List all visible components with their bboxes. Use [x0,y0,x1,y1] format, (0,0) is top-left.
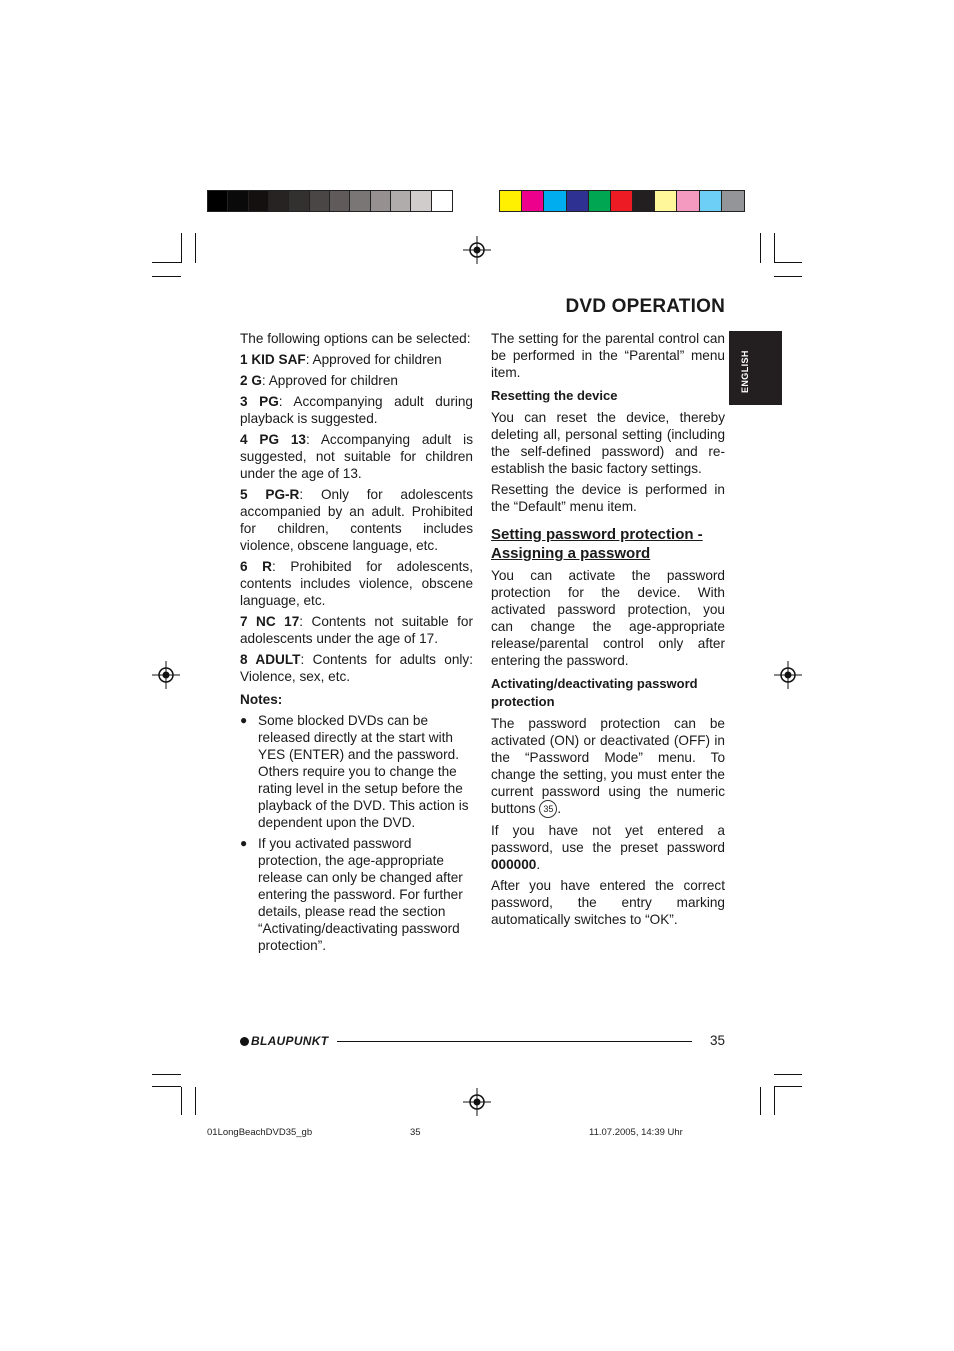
note-item [240,712,473,831]
rating-option [240,613,473,647]
crop-mark [774,1086,802,1087]
crop-mark [152,1074,181,1075]
left-column [240,330,473,958]
reset-heading: Resetting the device [491,388,618,403]
crop-mark [774,262,802,263]
color-swatch [432,191,452,211]
brand-logo [240,1034,328,1048]
password-text: You can activate the password protection for the device. With activated password protection, you can change the age-appropriate release/parental control only after entering the password. [491,568,725,668]
activate-text-body: The password protection can be activated (ON) or deactivated (OFF) in the “Password Mode” menu. To change the setting, you must enter the current password using the numeric buttons [491,716,725,816]
rating-option [240,431,473,482]
rating-option-key: 5 PG-R [240,487,300,502]
notes-list [240,712,473,954]
rating-option-key: 1 KID SAF [240,352,306,367]
rating-option-text: : Accompanying adult is suggested, not suitable for children under the age of 13. [240,432,473,481]
footer-divider [337,1041,692,1042]
button-reference-icon: 35 [539,800,557,818]
notes-heading: Notes: [240,692,283,707]
rating-option-text: : Contents not suitable for adolescents under the age of 17. [240,614,473,646]
color-swatch [544,191,566,211]
page-title: DVD OPERATION [565,296,725,317]
page-number: 35 [709,1033,725,1048]
rating-option-text: : Approved for children [261,373,398,388]
note-text: Some blocked DVDs can be released directly at the start with YES (ENTER) and the password. Others require you to change the rating level in the setup before the playback of the DVD. This action is dependent upon the DVD. [258,713,469,830]
registration-mark-icon [152,661,180,689]
color-swatch [228,191,248,211]
preset-password: 000000 [491,857,537,873]
color-swatch [371,191,391,211]
rating-option-key: 7 NC 17 [240,614,300,629]
color-calibration-bar [499,190,745,212]
crop-mark [181,233,182,263]
color-swatch [269,191,289,211]
color-swatch [330,191,350,211]
password-heading [491,525,725,563]
activate-text: The password protection can be activated (ON) or deactivated (OFF) in the “Password Mode” menu. To change the setting, you must enter the current password using the numeric buttons 35 . [491,715,725,818]
rating-option-key: 3 PG [240,394,279,409]
rating-option [240,393,473,427]
reset-text-2: Resetting the device is performed in the “Default” menu item. [491,482,725,514]
crop-mark [195,1087,196,1115]
crop-mark [152,1086,181,1087]
rating-option-key: 4 PG 13 [240,432,306,447]
color-swatch [411,191,431,211]
rating-option-key: 2 G [240,373,262,388]
note-item [240,835,473,954]
rating-option [240,558,473,609]
rating-option-text: : Prohibited for adolescents, contents includes violence, obscene language, etc. [240,559,474,608]
preset-text-pre: If you have not yet entered a password, use the preset password [491,823,725,856]
color-swatch [289,191,309,211]
registration-mark-icon [774,661,802,689]
preset-text [491,822,725,873]
crop-mark [774,1074,802,1075]
slug-date: 11.07.2005, 14:39 Uhr [589,1127,683,1138]
activate-heading [491,675,725,711]
registration-mark-icon [463,236,491,264]
color-swatch [677,191,699,211]
color-swatch [589,191,611,211]
rating-option-text: : Approved for children [305,352,442,367]
options-intro: The following options can be selected: [240,331,471,346]
color-swatch [208,191,228,211]
language-tab-label: ENGLISH [740,350,750,393]
password-heading-line2: Assigning a password [491,545,651,562]
preset-text-post: . [536,857,541,873]
color-swatch [391,191,411,211]
logo-dot-icon [240,1037,249,1046]
color-swatch [310,191,330,211]
brand-name: BLAUPUNKT [251,1034,329,1048]
rating-option-key: 6 R [240,559,272,574]
crop-mark [760,1087,761,1115]
color-swatch [611,191,633,211]
crop-mark [760,233,761,263]
crop-mark [774,276,802,277]
color-swatch [522,191,544,211]
reset-text-1: You can reset the device, thereby deleting all, personal setting (including the self-defined password) and re-establish the basic factory settings. [491,410,725,476]
color-swatch [350,191,370,211]
color-swatch [567,191,589,211]
password-heading-line1: Setting password protection - [491,526,703,543]
activate-heading-line1: Activating/deactivating password [491,676,698,691]
color-swatch [722,191,744,211]
rating-option-key: 8 ADULT [240,652,301,667]
slug-page: 35 [410,1127,421,1138]
language-tab [729,331,782,405]
rating-option-text: : Contents for adults only: Violence, sex, etc. [240,652,473,684]
rating-option [240,351,473,368]
note-text: If you activated password protection, the age-appropriate release can only be changed after entering the password. For further details, please read the section “Activating/deactivating password protection”. [258,836,463,953]
parental-text: The setting for the parental control can be performed in the “Parental” menu item. [491,331,725,380]
slug-file: 01LongBeachDVD35_gb [207,1127,313,1138]
color-swatch [700,191,722,211]
crop-mark [152,276,181,277]
color-swatch [500,191,522,211]
activate-heading-line2: protection [491,694,555,709]
crop-mark [774,233,775,263]
after-text: After you have entered the correct password, the entry marking automatically switches to “OK”. [491,878,725,928]
bullet-icon: ● [240,836,248,850]
rating-option-text: : Only for adolescents accompanied by an adult. Prohibited for children, contents includes violence, obscene language, etc. [240,487,473,553]
rating-option [240,486,473,554]
rating-option [240,651,473,685]
color-swatch [655,191,677,211]
rating-option-text: : Accompanying adult during playback is suggested. [240,394,473,426]
crop-mark [152,262,181,263]
registration-mark-icon [463,1088,491,1116]
bullet-icon: ● [240,713,248,727]
color-swatch [633,191,655,211]
crop-mark [181,1087,182,1115]
grayscale-calibration-bar [207,190,453,212]
right-column [491,330,725,932]
crop-mark [774,1087,775,1115]
color-swatch [249,191,269,211]
rating-options-list [240,351,473,685]
crop-mark [195,233,196,263]
rating-option [240,372,473,389]
